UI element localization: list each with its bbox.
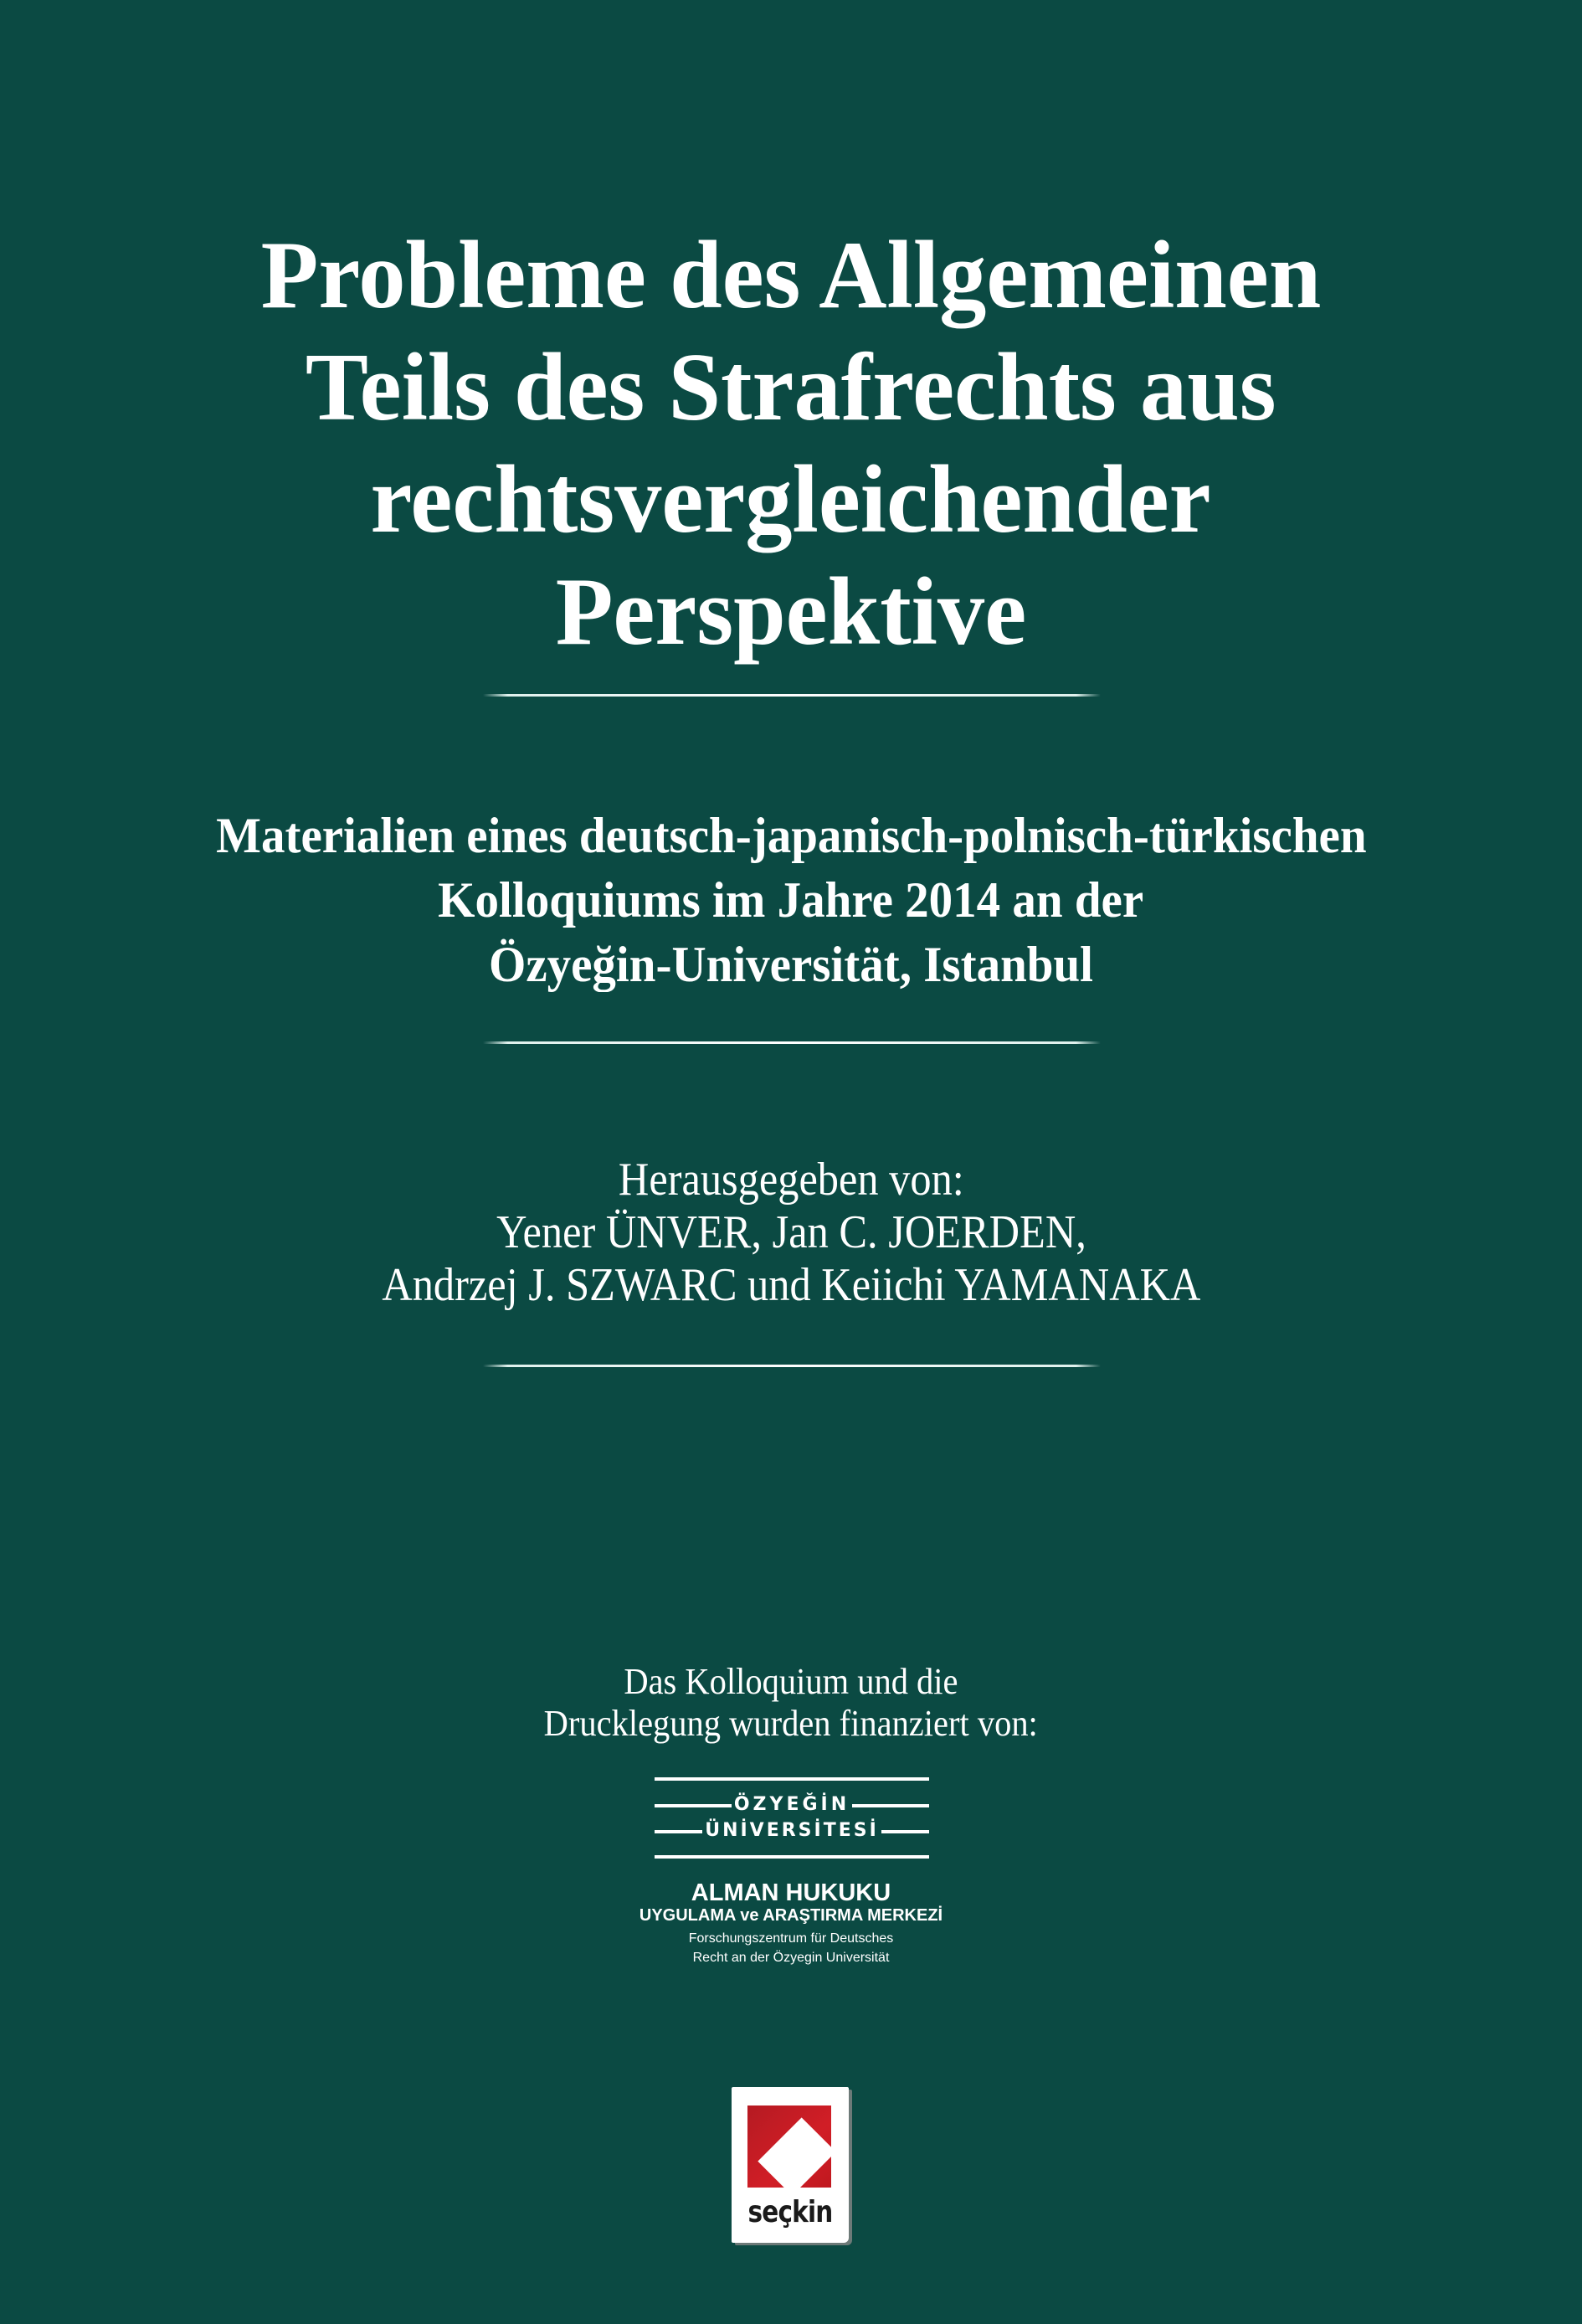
research-center-name [0, 1880, 1582, 1967]
editors-label: Herausgegeben von: [618, 1154, 964, 1206]
title-line-4: Perspektive [555, 558, 1027, 666]
divider-2 [483, 1041, 1101, 1044]
center-de-line-1: Forschungszentrum für Deutsches [688, 1931, 894, 1946]
center-subtitle: UYGULAMA ve ARAŞTIRMA MERKEZİ [639, 1906, 943, 1925]
center-name: ALMAN HUKUKU [691, 1879, 891, 1906]
book-title [0, 219, 1582, 668]
title-line-1: Probleme des Allgemeinen [260, 222, 1322, 329]
publisher-name: seçkin [747, 2195, 833, 2229]
editors-block [0, 1154, 1582, 1312]
subtitle-line-1: Materialien eines deutsch-japanisch-polnisch-türkischen [215, 808, 1367, 863]
center-de-line-2: Recht an der Özyegin Universität [692, 1951, 890, 1965]
subtitle-line-3: Özyeğin-Universität, Istanbul [488, 937, 1094, 992]
logo-text-ozyegin-row [655, 1796, 929, 1814]
logo-rule-top [655, 1777, 929, 1781]
sponsor-line-1: Das Kolloquium und die [624, 1661, 958, 1702]
logo-text-universitesi: ÜNİVERSİTESİ [702, 1820, 881, 1841]
title-line-3: rechtsvergleichender [370, 446, 1212, 553]
sponsor-note [0, 1661, 1582, 1745]
ozyegin-university-logo [655, 1775, 929, 1862]
editors-line-2: Andrzej J. SZWARC und Keiichi YAMANAKA [381, 1259, 1201, 1311]
publisher-logo-diamond [758, 2117, 831, 2188]
editors-line-1: Yener ÜNVER, Jan C. JOERDEN, [496, 1206, 1086, 1258]
divider-3 [483, 1365, 1101, 1367]
divider-1 [483, 694, 1101, 697]
publisher-logo-icon [747, 2105, 831, 2188]
logo-text-ozyegin: ÖZYEĞİN [732, 1794, 852, 1815]
logo-text-universitesi-row [655, 1822, 929, 1840]
logo-rule-bottom [655, 1855, 929, 1859]
subtitle-line-2: Kolloquiums im Jahre 2014 an der [438, 872, 1144, 928]
publisher-logo [732, 2087, 849, 2243]
title-line-2: Teils des Strafrechts aus [306, 334, 1276, 441]
sponsor-line-2: Drucklegung wurden finanziert von: [543, 1703, 1039, 1744]
book-subtitle [0, 804, 1582, 997]
